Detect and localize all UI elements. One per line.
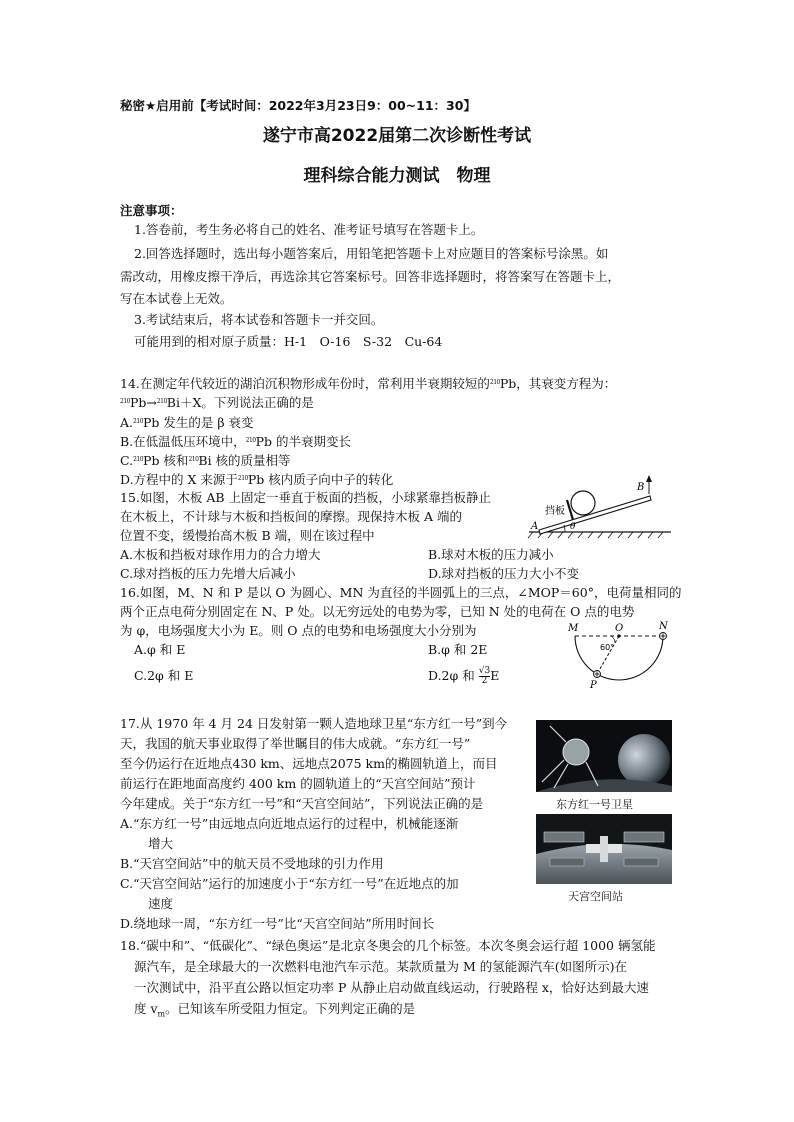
notice-item-2a: 2.回答选择题时，选出每小题答案后，用铅笔把答题卡上对应题目的答案标号涂黑。如 bbox=[134, 246, 609, 261]
q17-option-c: C.“天宫空间站”运行的加速度小于“东方红一号”在近地点的加 bbox=[120, 876, 459, 891]
notice-item-1: 1.答卷前，考生务必将自己的姓名、准考证号填写在答题卡上。 bbox=[134, 222, 484, 237]
q16-option-b: B.φ 和 2E bbox=[428, 642, 488, 657]
nuclide-mass: 210 bbox=[188, 456, 199, 463]
q15-option-d: D.球对挡板的压力大小不变 bbox=[428, 566, 580, 581]
q16-option-c: C.2φ 和 E bbox=[134, 668, 194, 683]
q14-stem-end: ，其衰变方程为： bbox=[516, 376, 617, 391]
q15-option-b: B.球对木板的压力减小 bbox=[428, 547, 554, 562]
space-station-photo bbox=[536, 814, 672, 884]
nuclide-mass: 210 bbox=[245, 437, 256, 444]
point-m-label: M bbox=[568, 623, 579, 634]
q17-stem-line4: 前运行在距地面高度约 400 km 的圆轨道上的“天宫空间站”预计 bbox=[120, 776, 476, 791]
q16-stem-line1: 16.如图，M、N 和 P 是以 O 为圆心、MN 为直径的半圆弧上的三点，∠MOP＝60°，电荷量相同的 bbox=[120, 585, 682, 600]
fraction: $\frac{√3}{2}$ bbox=[478, 666, 491, 686]
theta-label: θ bbox=[570, 522, 576, 532]
point-o-label: O bbox=[615, 623, 624, 634]
q17-stem-line2: 天，我国的航天事业取得了举世瞩目的伟大成就。“东方红一号” bbox=[120, 736, 471, 751]
eq-pb-arrow: Pb→ bbox=[129, 395, 157, 410]
nuclide-mass: 210 bbox=[133, 418, 143, 425]
point-n-label: N bbox=[659, 621, 668, 632]
q17-option-b: B.“天宫空间站”中的航天员不受地球的引力作用 bbox=[120, 856, 384, 871]
eq-bi-text: Bi＋X。下列说法正确的是 bbox=[166, 395, 314, 410]
bi-eq-nuclide: 210 bbox=[156, 398, 167, 405]
q17-option-a-cont: 增大 bbox=[148, 836, 174, 851]
pb-eq-nuclide: 210 bbox=[120, 398, 130, 405]
exam-title: 遂宁市高2022届第二次诊断性考试 bbox=[262, 126, 532, 146]
q15-stem-line1: 15.如图，木板 AB 上固定一垂直于板面的挡板，小球紧靠挡板静止 bbox=[120, 490, 492, 505]
q17-option-d: D.绕地球一周，“东方红一号”比“天宫空间站”所用时间长 bbox=[120, 916, 435, 931]
q17-option-a: A.“东方红一号”由远地点向近地点运行的过程中，机械能逐渐 bbox=[120, 816, 459, 831]
q14-option-d: D.方程中的 X 来源于$^{210}$Pb 核内质子向中子的转化 bbox=[120, 472, 394, 487]
q16-stem-line3: 为 φ，电场强度大小为 E。则 O 点的电势和电场强度大小分别为 bbox=[120, 623, 477, 638]
nuclide-mass: 210 bbox=[237, 475, 248, 482]
q14-stem-line1 bbox=[120, 374, 616, 392]
point-b-label: B bbox=[637, 482, 645, 493]
space-station-caption: 天宫空间站 bbox=[568, 890, 623, 903]
notice-item-2c: 写在本试卷上无效。 bbox=[120, 291, 233, 306]
point-a-label: A bbox=[531, 521, 539, 532]
baffle-label: 挡板 bbox=[545, 506, 565, 517]
pb-nuclide-label: 210 bbox=[489, 379, 500, 386]
q15-option-c: C.球对挡板的压力先增大后减小 bbox=[120, 566, 296, 581]
notice-heading: 注意事项： bbox=[120, 203, 183, 218]
q15-incline-figure bbox=[525, 474, 675, 546]
q17-stem-line5: 今年建成。关于“东方红一号”和“天宫空间站”，下列说法正确的是 bbox=[120, 796, 484, 811]
q14-option-b: B.在低温低压环境中，$^{210}$Pb 的半衰期变长 bbox=[120, 434, 352, 449]
notice-item-3: 3.考试结束后，将本试卷和答题卡一并交回。 bbox=[134, 312, 384, 327]
q17-stem-line3: 至今仍运行在近地点430 km、远地点2075 km的椭圆轨道上，而目 bbox=[120, 756, 498, 771]
q17-option-c-cont: 速度 bbox=[148, 896, 174, 911]
q16-option-d: D.2φ 和 $\frac{√3}{2}$ E bbox=[428, 666, 500, 686]
q14-option-c: C.$^{210}$Pb 核和$^{210}$Bi 核的质量相等 bbox=[120, 453, 291, 468]
q16-option-a: A.φ 和 E bbox=[134, 642, 186, 657]
q18-stem-line1: 18.“碳中和”、“低碳化”、“绿色奥运”是北京冬奥会的几个标签。本次冬奥会运行超 1000 辆氢能 bbox=[120, 938, 656, 953]
point-p-label: P bbox=[590, 680, 597, 691]
angle-label: 60° bbox=[600, 643, 615, 652]
q15-stem-line3: 位置不变，缓慢抬高木板 B 端，则在该过程中 bbox=[120, 528, 375, 543]
q14-stem-text: 14.在测定年代较近的湖泊沉积物形成年份时，常利用半衰期较短的 bbox=[120, 376, 490, 391]
notice-item-2b: 需改动，用橡皮擦干净后，再选涂其它答案标号。回答非选择题时，将答案写在答题卡上， bbox=[120, 269, 621, 284]
q18-stem-line4: 度 $v_m$。已知该车所受阻力恒定。下列判定正确的是 bbox=[134, 1001, 416, 1019]
atomic-mass-line: 可能用到的相对原子质量：H-1 O-16 S-32 Cu-64 bbox=[134, 334, 443, 349]
q16-semicircle-figure bbox=[560, 620, 680, 692]
pb-symbol: Pb bbox=[499, 376, 517, 391]
nuclide-mass: 210 bbox=[133, 456, 144, 463]
q18-stem-line3: 一次测试中，沿平直公路以恒定功率 P 从静止启动做直线运动，行驶路程 x，恰好达到最大速 bbox=[134, 980, 649, 995]
q17-stem-line1: 17.从 1970 年 4 月 24 日发射第一颗人造地球卫星“东方红一号”到今 bbox=[120, 716, 508, 731]
q14-equation bbox=[120, 393, 314, 411]
q15-option-a: A.木板和挡板对球作用力的合力增大 bbox=[120, 547, 321, 562]
satellite-caption: 东方红一号卫星 bbox=[556, 798, 633, 811]
exam-subtitle: 理科综合能力测试 物理 bbox=[303, 166, 491, 186]
confidential-header: 秘密★启用前【考试时间：2022年3月23日9：00~11：30】 bbox=[120, 98, 476, 113]
satellite-photo bbox=[536, 720, 672, 792]
q18-stem-line2: 源汽车，是全球最大的一次燃料电池汽车示范。某款质量为 M 的氢能源汽车(如图所示)在 bbox=[134, 959, 628, 974]
q16-stem-line2: 两个正点电荷分别固定在 N、P 处。以无穷远处的电势为零，已知 N 处的电荷在 O 点的电势 bbox=[120, 604, 635, 619]
q15-stem-line2: 在木板上，不计球与木板和挡板间的摩擦。现保持木板 A 端的 bbox=[120, 509, 462, 524]
q14-option-a: A.$^{210}$Pb 发生的是 β 衰变 bbox=[120, 415, 254, 430]
